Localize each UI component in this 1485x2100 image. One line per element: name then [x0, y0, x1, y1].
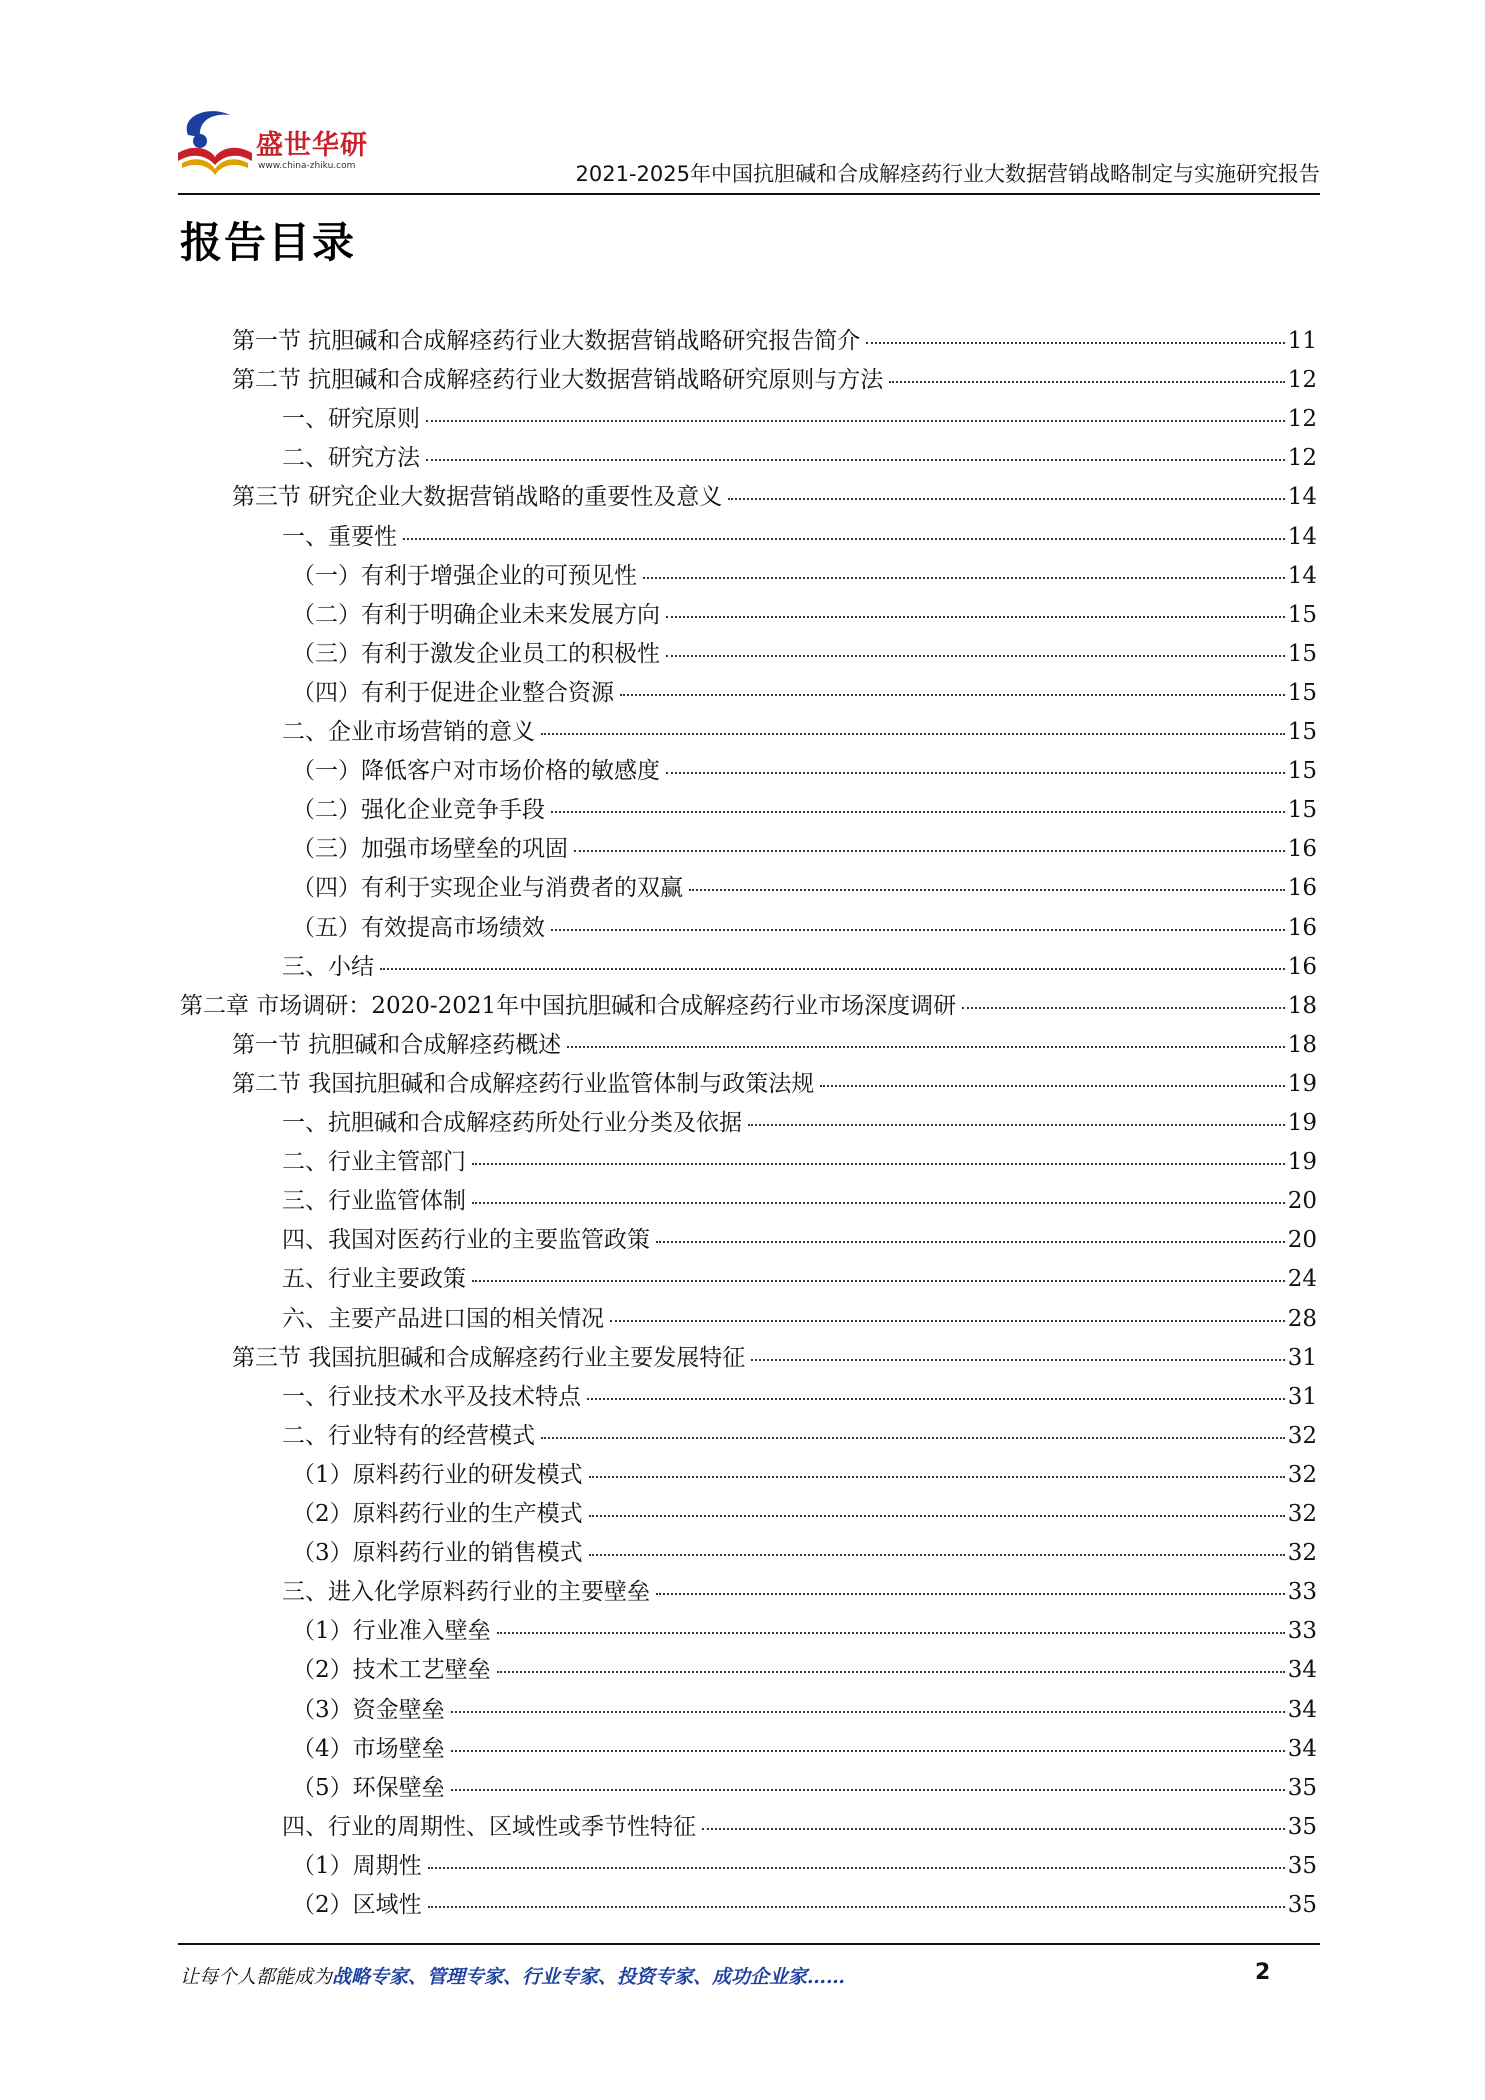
toc-entry-page: 15	[1287, 640, 1317, 667]
toc-dot-leader	[451, 1788, 1285, 1791]
toc-entry-page: 24	[1287, 1266, 1317, 1293]
toc-dot-leader	[589, 1553, 1285, 1556]
toc-dot-leader	[666, 615, 1285, 618]
toc-entry-page: 32	[1287, 1501, 1317, 1527]
company-logo	[170, 105, 410, 180]
toc-dot-leader	[728, 497, 1284, 500]
toc-entry-page: 33	[1287, 1579, 1317, 1606]
toc-entry-title: （二）强化企业竞争手段	[292, 797, 545, 824]
toc-dot-leader	[666, 771, 1285, 774]
toc-dot-leader	[689, 888, 1285, 891]
toc-dot-leader	[889, 380, 1284, 383]
toc-entry-page: 14	[1287, 484, 1317, 511]
toc-entry-title: 第三节 研究企业大数据营销战略的重要性及意义	[232, 484, 723, 511]
toc-dot-leader	[451, 1749, 1285, 1752]
toc-dot-leader	[643, 576, 1285, 579]
toc-entry-page: 18	[1287, 992, 1317, 1019]
slogan-highlight: 战略专家、管理专家、行业专家、投资专家、成功企业家……	[332, 1966, 846, 1988]
toc-entry-page: 31	[1287, 1383, 1317, 1410]
toc-entry[interactable]	[282, 1417, 1317, 1456]
toc-entry[interactable]	[232, 1339, 1317, 1378]
toc-entry-title: （1）行业准入壁垒	[292, 1618, 491, 1645]
toc-dot-leader	[666, 654, 1285, 657]
toc-entry-page: 15	[1287, 797, 1317, 824]
toc-entry[interactable]	[282, 1104, 1317, 1143]
toc-entry-title: 三、行业监管体制	[282, 1188, 466, 1215]
toc-entry[interactable]	[292, 752, 1317, 791]
toc-entry-page: 15	[1287, 758, 1317, 785]
toc-entry[interactable]	[282, 518, 1317, 557]
toc-entry-title: （5）环保壁垒	[292, 1774, 445, 1801]
page-number: 2	[1255, 1960, 1271, 1985]
toc-entry[interactable]	[292, 869, 1317, 908]
toc-entry-title: （三）有利于激发企业员工的积极性	[292, 640, 660, 667]
toc-entry[interactable]	[292, 791, 1317, 830]
toc-entry-page: 16	[1287, 875, 1317, 902]
toc-dot-leader	[962, 1006, 1285, 1009]
toc-dot-leader	[472, 1201, 1285, 1204]
toc-dot-leader	[656, 1240, 1285, 1243]
toc-entry-page: 12	[1287, 406, 1317, 433]
toc-dot-leader	[541, 1436, 1285, 1439]
toc-entry[interactable]	[282, 713, 1317, 752]
toc-entry-page: 11	[1287, 328, 1317, 354]
toc-entry-title: 六、主要产品进口国的相关情况	[282, 1305, 604, 1332]
toc-entry-title: 四、我国对医药行业的主要监管政策	[282, 1227, 650, 1254]
toc-dot-leader	[866, 341, 1284, 344]
toc-entry-title: （五）有效提高市场绩效	[292, 914, 545, 941]
toc-dot-leader	[472, 1279, 1285, 1282]
toc-entry[interactable]	[180, 987, 1317, 1026]
toc-entry-title: （4）市场壁垒	[292, 1735, 445, 1762]
toc-entry-page: 35	[1287, 1774, 1317, 1801]
toc-entry[interactable]	[232, 361, 1317, 400]
toc-entry-page: 19	[1287, 1110, 1317, 1136]
toc-entry-title: （一）有利于增强企业的可预见性	[292, 562, 637, 589]
toc-entry-title: 第三节 我国抗胆碱和合成解痉药行业主要发展特征	[232, 1344, 746, 1371]
toc-dot-leader	[497, 1670, 1285, 1673]
toc-entry-title: （四）有利于实现企业与消费者的双赢	[292, 875, 683, 902]
toc-dot-leader	[567, 1045, 1284, 1048]
toc-entry-title: （四）有利于促进企业整合资源	[292, 679, 614, 706]
toc-entry-page: 18	[1287, 1031, 1317, 1058]
toc-entry-page: 31	[1287, 1344, 1317, 1371]
toc-entry-page: 19	[1287, 1149, 1317, 1176]
toc-entry-title: 第二节 抗胆碱和合成解痉药行业大数据营销战略研究原则与方法	[232, 367, 884, 394]
toc-entry-title: 二、行业特有的经营模式	[282, 1422, 535, 1449]
toc-entry-title: （1）原料药行业的研发模式	[292, 1461, 583, 1488]
toc-dot-leader	[380, 967, 1285, 970]
toc-dot-leader	[551, 810, 1285, 813]
toc-dot-leader	[748, 1123, 1285, 1126]
toc-entry[interactable]	[292, 909, 1317, 948]
toc-entry[interactable]	[292, 830, 1317, 869]
toc-dot-leader	[751, 1358, 1284, 1361]
toc-entry[interactable]	[282, 1221, 1317, 1260]
toc-entry[interactable]	[292, 1730, 1317, 1769]
toc-entry-title: 一、研究原则	[282, 406, 420, 433]
toc-entry[interactable]	[292, 1769, 1317, 1808]
logo-book-icon	[170, 105, 260, 180]
toc-entry-page: 32	[1287, 1461, 1317, 1488]
toc-entry-title: （三）加强市场壁垒的巩固	[292, 836, 568, 863]
toc-entry[interactable]	[282, 1182, 1317, 1221]
toc-entry-page: 34	[1287, 1657, 1317, 1684]
report-title: 2021-2025年中国抗胆碱和合成解痉药行业大数据营销战略制定与实施研究报告	[575, 162, 1320, 186]
toc-entry-title: （2）区域性	[292, 1892, 422, 1918]
toc-dot-leader	[541, 732, 1285, 735]
toc-entry[interactable]	[292, 635, 1317, 674]
toc-entry[interactable]	[292, 596, 1317, 635]
toc-entry[interactable]	[232, 1026, 1317, 1065]
toc-entry[interactable]	[282, 439, 1317, 478]
toc-entry[interactable]	[292, 1534, 1317, 1573]
toc-entry-title: 一、抗胆碱和合成解痉药所处行业分类及依据	[282, 1110, 742, 1136]
toc-entry-page: 16	[1287, 836, 1317, 863]
toc-entry-page: 14	[1287, 562, 1317, 589]
toc-entry[interactable]	[292, 1847, 1317, 1886]
toc-dot-leader	[656, 1592, 1285, 1595]
toc-dot-leader	[589, 1514, 1285, 1517]
toc-dot-leader	[426, 419, 1285, 422]
toc-entry-page: 19	[1287, 1070, 1317, 1097]
toc-entry-title: （3）资金壁垒	[292, 1696, 445, 1723]
toc-dot-leader	[426, 458, 1285, 461]
toc-entry[interactable]	[282, 1143, 1317, 1182]
toc-entry-title: 第二节 我国抗胆碱和合成解痉药行业监管体制与政策法规	[232, 1070, 815, 1097]
page-title: 报告目录	[180, 218, 357, 267]
toc-entry-page: 35	[1287, 1892, 1317, 1918]
toc-entry-title: 二、行业主管部门	[282, 1149, 466, 1176]
toc-entry-page: 15	[1287, 601, 1317, 628]
toc-dot-leader	[428, 1905, 1285, 1908]
toc-entry-page: 12	[1287, 445, 1317, 472]
toc-entry[interactable]	[232, 478, 1317, 517]
toc-entry-page: 15	[1287, 719, 1317, 745]
toc-entry-title: 一、重要性	[282, 523, 397, 550]
toc-entry[interactable]	[292, 1456, 1317, 1495]
toc-entry-page: 34	[1287, 1735, 1317, 1762]
toc-entry-title: （1）周期性	[292, 1852, 422, 1879]
toc-entry-page: 15	[1287, 679, 1317, 706]
toc-entry-title: 一、行业技术水平及技术特点	[282, 1383, 581, 1410]
toc-entry-page: 33	[1287, 1618, 1317, 1645]
toc-entry-page: 16	[1287, 953, 1317, 980]
toc-entry-page: 14	[1287, 523, 1317, 550]
toc-entry-title: 第一节 抗胆碱和合成解痉药概述	[232, 1031, 562, 1058]
toc-entry-title: 二、研究方法	[282, 445, 420, 472]
toc-entry[interactable]	[282, 400, 1317, 439]
toc-entry-title: 第一节 抗胆碱和合成解痉药行业大数据营销战略研究报告简介	[232, 328, 861, 354]
toc-dot-leader	[820, 1084, 1284, 1087]
toc-entry-page: 32	[1287, 1540, 1317, 1567]
toc-entry[interactable]	[292, 557, 1317, 596]
toc-entry-page: 28	[1287, 1305, 1317, 1332]
toc-entry[interactable]	[292, 1691, 1317, 1730]
toc-entry-title: （2）原料药行业的生产模式	[292, 1501, 583, 1527]
toc-dot-leader	[574, 849, 1285, 852]
toc-entry-page: 20	[1287, 1188, 1317, 1215]
toc-entry-page: 34	[1287, 1696, 1317, 1723]
toc-entry-title: 三、进入化学原料药行业的主要壁垒	[282, 1579, 650, 1606]
toc-entry-title: （2）技术工艺壁垒	[292, 1657, 491, 1684]
toc-dot-leader	[587, 1397, 1285, 1400]
footer-divider	[178, 1943, 1320, 1945]
toc-dot-leader	[497, 1631, 1285, 1634]
toc-entry[interactable]	[292, 674, 1317, 713]
toc-entry[interactable]	[282, 1573, 1317, 1612]
toc-dot-leader	[589, 1475, 1285, 1478]
header-divider	[178, 193, 1320, 195]
toc-entry[interactable]	[292, 1886, 1317, 1925]
footer-slogan	[180, 1962, 845, 1989]
toc-entry[interactable]	[292, 1651, 1317, 1690]
toc-entry-title: 四、行业的周期性、区域性或季节性特征	[282, 1813, 696, 1840]
toc-entry-page: 20	[1287, 1227, 1317, 1254]
toc-entry-title: 二、企业市场营销的意义	[282, 719, 535, 745]
slogan-prefix: 让每个人都能成为	[180, 1966, 333, 1988]
toc-dot-leader	[451, 1710, 1285, 1713]
toc-entry[interactable]	[282, 1300, 1317, 1339]
toc-entry-page: 12	[1287, 367, 1317, 394]
toc-dot-leader	[620, 693, 1285, 696]
toc-entry[interactable]	[282, 1260, 1317, 1299]
toc-entry[interactable]	[282, 948, 1317, 987]
toc-entry[interactable]	[232, 1065, 1317, 1104]
toc-entry[interactable]	[232, 322, 1317, 361]
page-header	[0, 0, 1485, 200]
toc-entry[interactable]	[282, 1808, 1317, 1847]
toc-entry-page: 16	[1287, 914, 1317, 941]
toc-dot-leader	[702, 1827, 1285, 1830]
toc-entry-page: 35	[1287, 1813, 1317, 1840]
toc-entry-title: 五、行业主要政策	[282, 1266, 466, 1293]
toc-entry-page: 35	[1287, 1852, 1317, 1879]
toc-entry[interactable]	[292, 1495, 1317, 1534]
toc-entry-page: 32	[1287, 1422, 1317, 1449]
toc-entry-title: （二）有利于明确企业未来发展方向	[292, 601, 660, 628]
toc-entry[interactable]	[292, 1612, 1317, 1651]
toc-dot-leader	[403, 537, 1285, 540]
toc-dot-leader	[551, 928, 1285, 931]
toc-entry[interactable]	[282, 1378, 1317, 1417]
toc-entry-title: （3）原料药行业的销售模式	[292, 1540, 583, 1567]
toc-entry-title: 第二章 市场调研：2020-2021年中国抗胆碱和合成解痉药行业市场深度调研	[180, 992, 957, 1019]
logo-url: www.china-zhiku.com	[258, 161, 356, 171]
toc-entry-title: （一）降低客户对市场价格的敏感度	[292, 758, 660, 785]
logo-name: 盛世华研	[256, 130, 368, 161]
toc-dot-leader	[610, 1319, 1285, 1322]
toc-dot-leader	[472, 1162, 1285, 1165]
toc-entry-title: 三、小结	[282, 953, 374, 980]
toc-dot-leader	[428, 1866, 1285, 1869]
